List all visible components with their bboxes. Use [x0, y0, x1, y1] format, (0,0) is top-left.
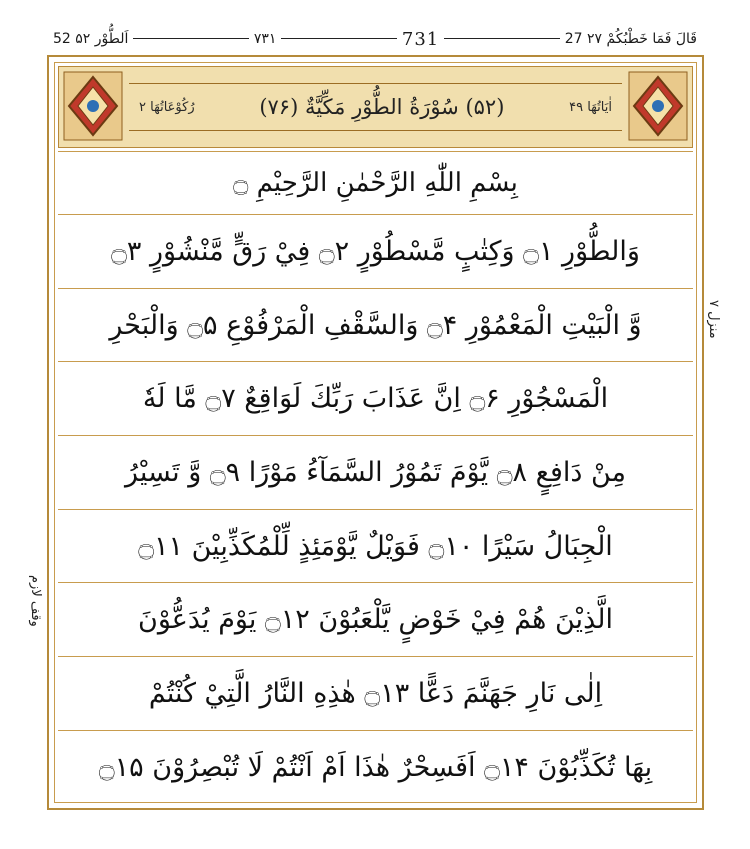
para-label: 27 قَالَ فَمَا خَطْبُكُمْ ۲۷	[560, 31, 702, 47]
page-header-bar	[48, 28, 702, 50]
verse-line: الْمَسْجُوْرِ ۝۶ اِنَّ عَذَابَ رَبِّكَ لَوَاقِعٌ ۝۷ مَّا لَهٗ	[58, 361, 693, 435]
page-number: 731	[397, 29, 444, 50]
manzil-marker: منزل ۷	[706, 300, 721, 339]
verse-line: بِهَا تُكَذِّبُوْنَ ۝۱۴ اَفَسِحْرٌ هٰذَا اَمْ اَنْتُمْ لَا تُبْصِرُوْنَ ۝۱۵	[58, 730, 693, 804]
verse-lines	[58, 151, 693, 799]
verse-line: اِلٰى نَارِ جَهَنَّمَ دَعًّا ۝۱۳ هٰذِهِ النَّارُ الَّتِيْ كُنْتُمْ	[58, 656, 693, 730]
ayat-count: اٰیَاتُھَا ۴۹	[569, 99, 612, 115]
surah-title-band	[129, 83, 622, 131]
verse-line: الْجِبَالُ سَيْرًا ۝۱۰ فَوَيْلٌ يَّوْمَئِذٍ لِّلْمُكَذِّبِيْنَ ۝۱۱	[58, 509, 693, 583]
verse-line: مِنْ دَافِعٍ ۝۸ يَّوْمَ تَمُوْرُ السَّمَآءُ مَوْرًا ۝۹ وَّ تَسِيْرُ	[58, 435, 693, 509]
page-frame	[47, 55, 704, 810]
waqf-marker: وقف لازم	[28, 575, 43, 627]
bismillah-line: بِسْمِ اللّٰهِ الرَّحْمٰنِ الرَّحِيْمِ ۝	[58, 151, 693, 214]
verse-line: وَالطُّوْرِ ۝۱ وَكِتٰبٍ مَّسْطُوْرٍ ۝۲ فِيْ رَقٍّ مَّنْشُوْرٍ ۝۳	[58, 214, 693, 288]
ornament-right-icon	[628, 71, 688, 141]
inner-frame	[54, 62, 697, 803]
rukuaat-count: رُکُوْعَاتُھَا ۲	[139, 99, 195, 115]
surah-header	[58, 66, 693, 148]
verse-line: الَّذِيْنَ هُمْ فِيْ خَوْضٍ يَّلْعَبُوْنَ ۝۱۲ يَوْمَ يُدَعُّوْنَ	[58, 582, 693, 656]
juz-label: 52 اَلطُّوْر ۵۲	[48, 31, 133, 47]
verse-line: وَّ الْبَيْتِ الْمَعْمُوْرِ ۝۴ وَالسَّقْفِ الْمَرْفُوْعِ ۝۵ وَالْبَحْرِ	[58, 288, 693, 362]
ornament-left-icon	[63, 71, 123, 141]
surah-title: (۵۲) سُوْرَةُ الطُّوْرِ مَكِّيَّةٌ (۷۶)	[259, 95, 505, 119]
page-number-urdu: ۷۳۱	[249, 31, 282, 47]
